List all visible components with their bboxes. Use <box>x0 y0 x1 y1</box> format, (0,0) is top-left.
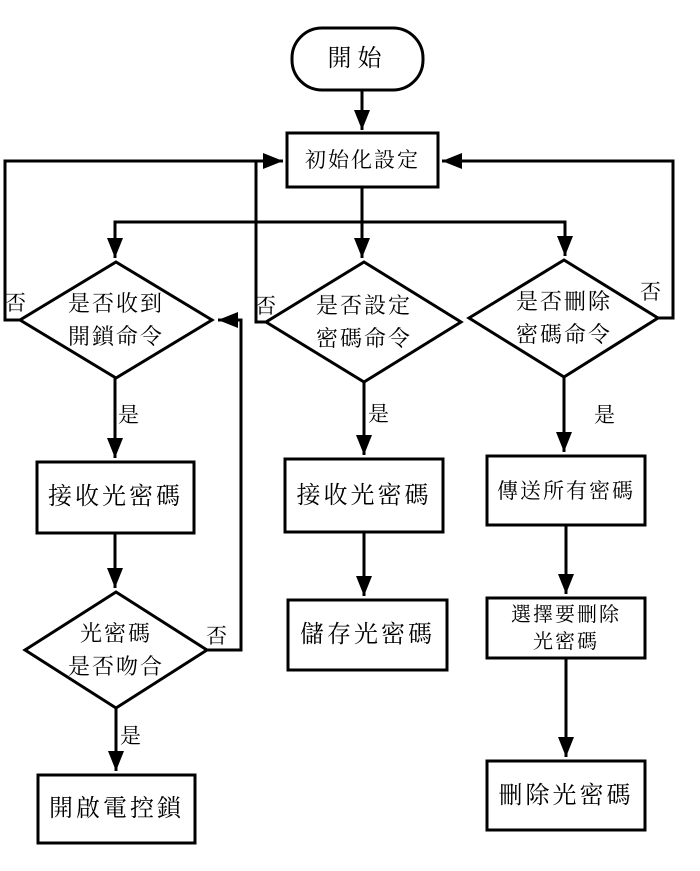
edge-match-no-loop-to-unlock-decision <box>207 320 241 650</box>
init-label: 初始化設定 <box>305 148 420 172</box>
decision-match-line2: 是否吻合 <box>67 654 164 679</box>
decision-delete-label <box>464 285 664 351</box>
select-delete-line2: 光密碼 <box>533 631 599 653</box>
decision-set-label <box>264 289 464 355</box>
decision-match-label <box>16 617 216 683</box>
decision-set-line2: 密碼命令 <box>315 326 412 351</box>
send-all-passwords-label: 傳送所有密碼 <box>497 479 635 503</box>
receive-password-left-label: 接收光密碼 <box>48 484 183 510</box>
select-delete-label <box>487 602 645 656</box>
start-label: 開始 <box>327 46 388 72</box>
edge-label-unlock-yes: 是 <box>118 403 139 427</box>
select-delete-line1: 選擇要刪除 <box>511 604 621 626</box>
decision-delete-line2: 密碼命令 <box>515 322 612 347</box>
delete-password-label: 刪除光密碼 <box>498 783 634 809</box>
edge-label-set-no: 否 <box>255 294 276 318</box>
decision-unlock-line2: 開鎖命令 <box>67 324 164 349</box>
edge-label-delete-no: 否 <box>640 280 661 304</box>
edge-label-match-yes: 是 <box>120 724 141 748</box>
edge-label-match-no: 否 <box>206 624 227 648</box>
store-password-label: 儲存光密碼 <box>300 622 435 648</box>
decision-set-line1: 是否設定 <box>315 293 412 318</box>
edge-branch-to-delete-decision <box>362 222 565 256</box>
edge-label-set-yes: 是 <box>368 402 389 426</box>
edge-label-unlock-no: 否 <box>5 291 26 315</box>
decision-unlock-line1: 是否收到 <box>67 291 164 316</box>
decision-match-line1: 光密碼 <box>79 621 152 646</box>
receive-password-mid-label: 接收光密碼 <box>296 483 432 509</box>
open-lock-label: 開啟電控鎖 <box>49 796 184 822</box>
edge-label-delete-yes: 是 <box>594 403 615 427</box>
decision-delete-line1: 是否刪除 <box>515 289 612 314</box>
edge-branch-to-unlock-decision <box>115 222 362 258</box>
decision-unlock-label <box>16 287 216 353</box>
